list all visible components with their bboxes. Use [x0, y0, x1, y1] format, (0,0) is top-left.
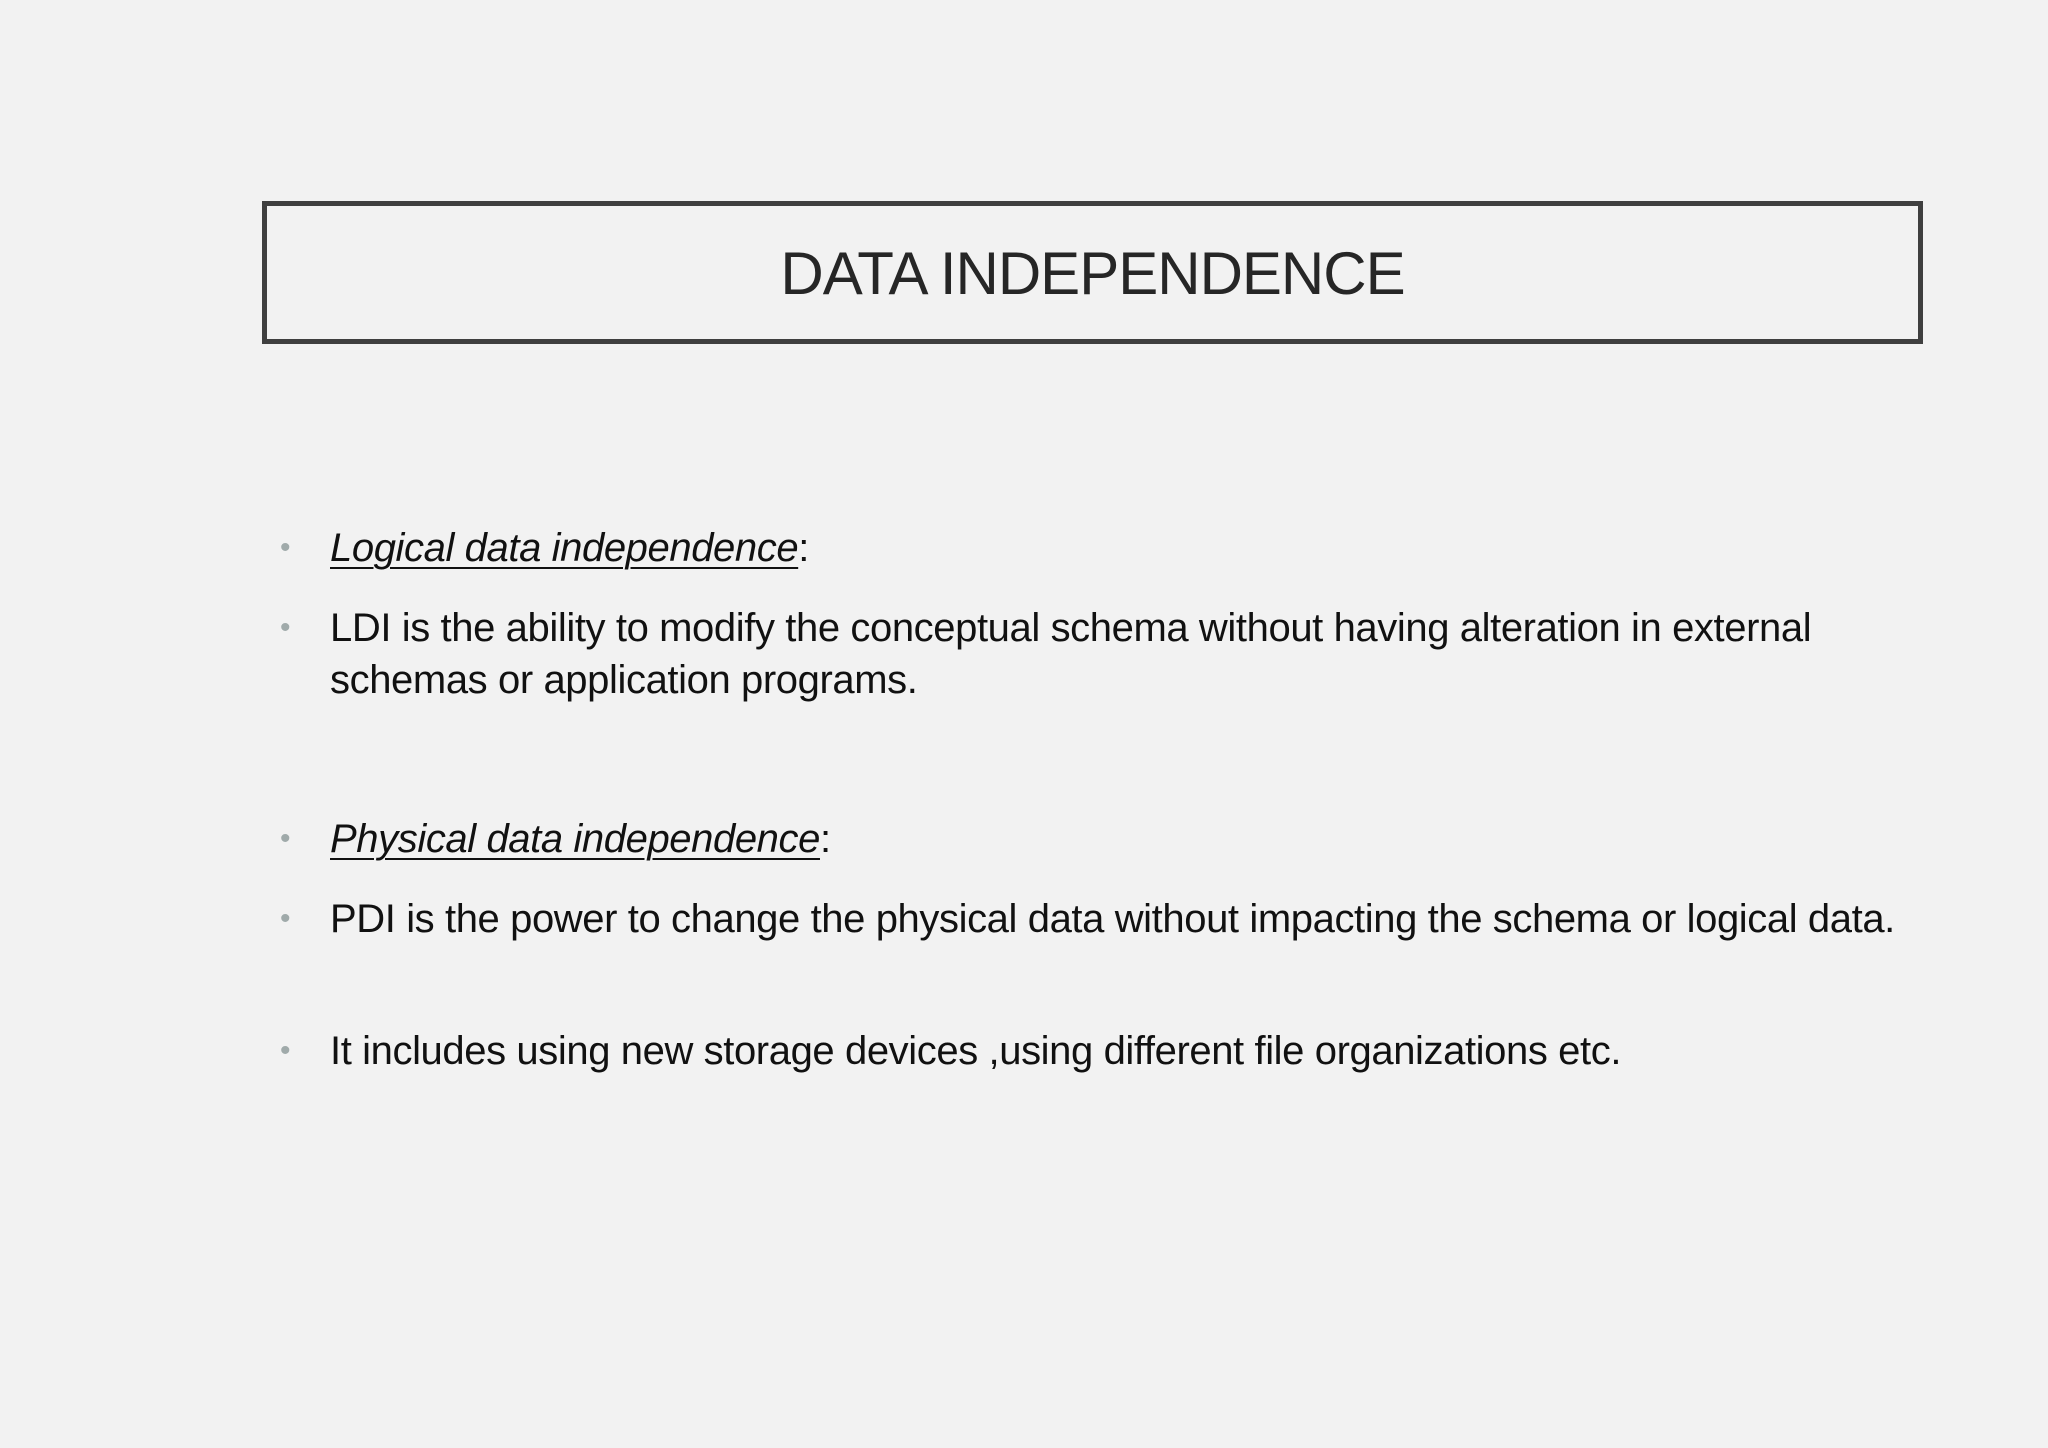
- heading-colon: :: [798, 526, 809, 570]
- bullet-marker: •: [280, 531, 291, 564]
- pdi-definition-text: PDI is the power to change the physical data without impacting the schema or logical data.: [330, 897, 1895, 941]
- bullet-item-ldi-definition: [280, 602, 1920, 706]
- bullet-item-physical-heading: [280, 813, 1920, 865]
- bullet-item-logical-heading: [280, 522, 1920, 574]
- slide-title: DATA INDEPENDENCE: [780, 240, 1405, 307]
- bullet-marker: •: [280, 822, 291, 855]
- ldi-definition-text: LDI is the ability to modify the conceptual schema without having alteration in external schemas or application programs.: [330, 606, 1812, 702]
- bullet-text: [330, 522, 809, 574]
- physical-data-independence-heading: Physical data independence: [330, 817, 820, 861]
- pdi-examples-text: It includes using new storage devices ,using different file organizations etc.: [330, 1029, 1622, 1073]
- bullet-item-pdi-examples: [280, 1025, 1920, 1077]
- bullet-marker: •: [280, 1034, 291, 1067]
- title-box: [262, 201, 1923, 344]
- bullet-text: [330, 813, 831, 865]
- bullet-marker: •: [280, 902, 291, 935]
- heading-colon: :: [819, 817, 831, 861]
- bullet-item-pdi-definition: [280, 893, 1920, 945]
- bullet-marker: •: [280, 611, 291, 644]
- logical-data-independence-heading: Logical data independence: [330, 526, 799, 570]
